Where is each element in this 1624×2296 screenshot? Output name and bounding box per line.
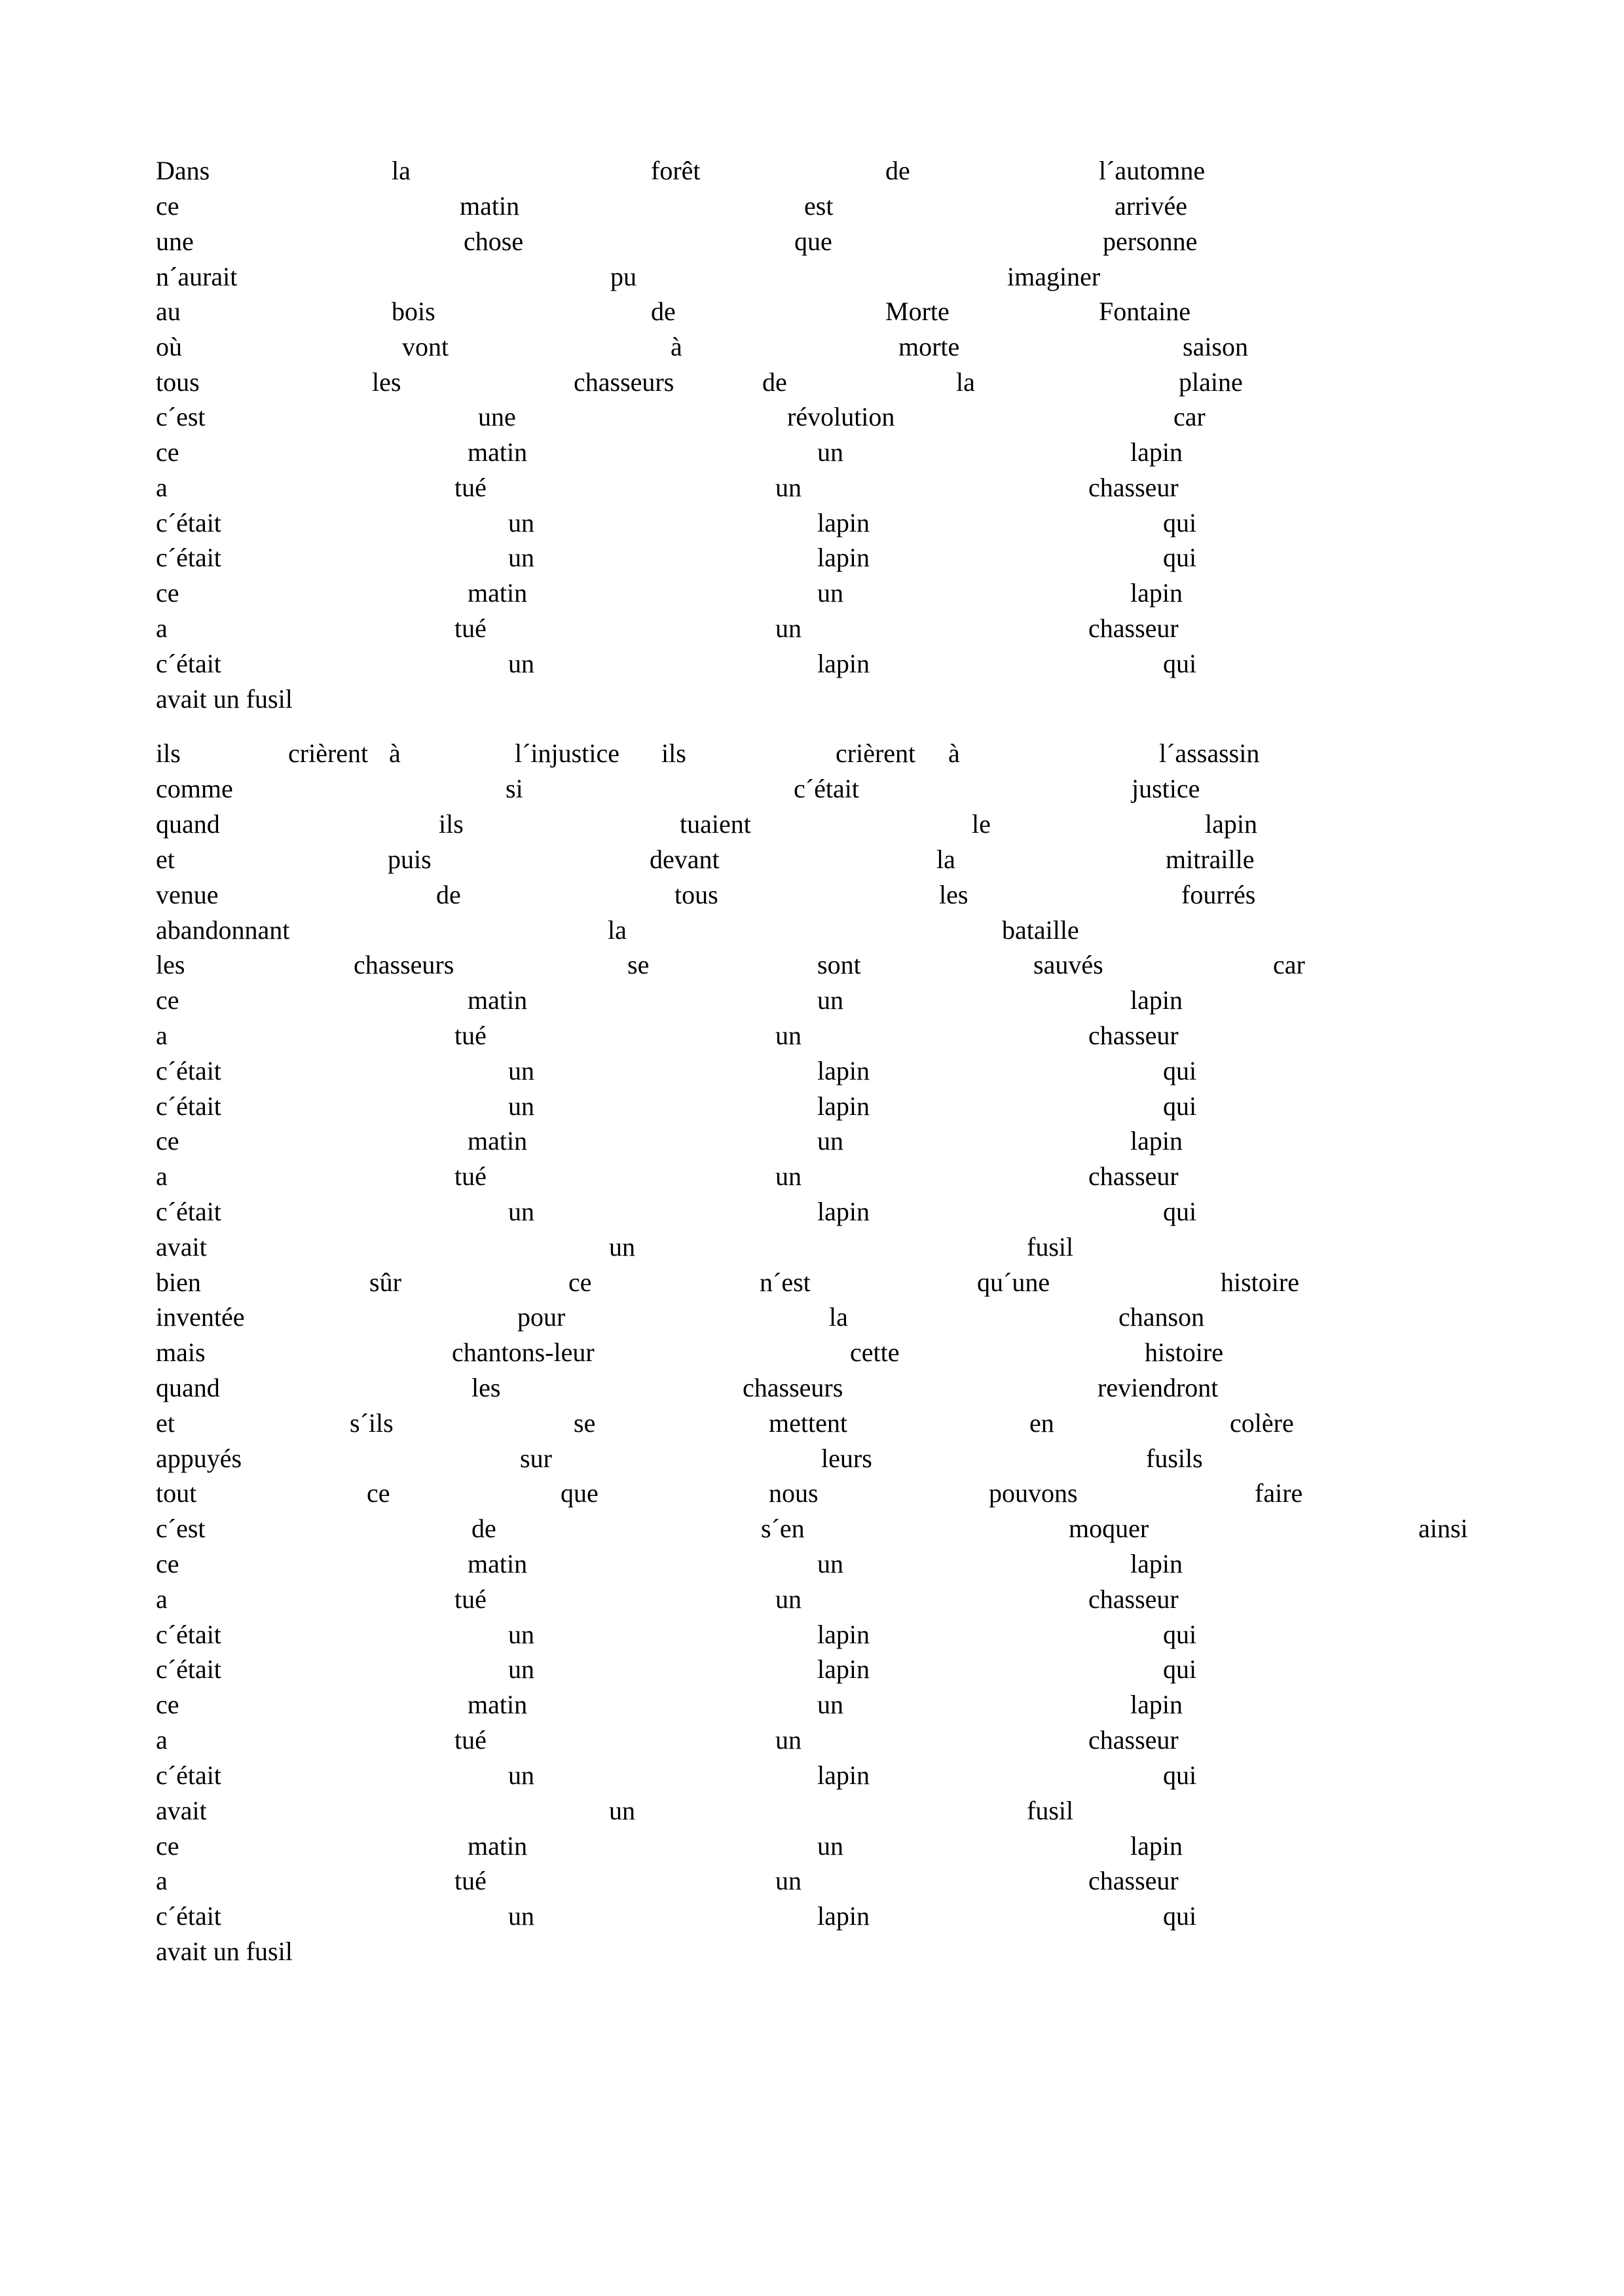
lyric-word: les [939, 880, 969, 909]
lyric-word: c´était [156, 649, 221, 678]
lyric-word: est [804, 191, 834, 221]
lyric-word: que [561, 1478, 599, 1508]
lyric-word: Dans [156, 156, 210, 185]
lyric-word: chasseur [1088, 473, 1179, 502]
lyric-word: c´était [156, 1654, 221, 1684]
lyric-word: en [1029, 1408, 1054, 1438]
lyric-word: inventée [156, 1302, 245, 1332]
lyric-word: tué [454, 1021, 487, 1050]
lyric-word: fusil [1027, 1232, 1074, 1262]
lyric-word: faire [1255, 1478, 1303, 1508]
lyric-word: un [775, 473, 802, 502]
lyric-word: la [392, 156, 411, 185]
lyric-word: reviendront [1098, 1373, 1219, 1402]
lyric-word: c´était [156, 1901, 221, 1931]
lyric-word: qui [1163, 1056, 1197, 1085]
lyric-word: lapin [1130, 1831, 1183, 1861]
lyric-word: Fontaine [1099, 297, 1190, 326]
lyric-word: de [471, 1514, 496, 1543]
lyric-word: vont [402, 332, 449, 361]
lyric-word: a [156, 1584, 168, 1614]
lyric-word: cette [850, 1338, 900, 1367]
lyric-word: un [508, 649, 534, 678]
lyric-word: chose [464, 227, 524, 256]
lyric-word: tous [674, 880, 718, 909]
lyric-word: les [372, 367, 401, 397]
lyric-word: c´était [156, 1056, 221, 1085]
lyric-word: tué [454, 1584, 487, 1614]
lyric-word: bataille [1002, 915, 1079, 945]
lyric-word: appuyés [156, 1444, 242, 1473]
lyric-word: l´injustice [515, 738, 619, 768]
lyric-word: n´aurait [156, 262, 238, 291]
lyric-word: matin [468, 1126, 528, 1156]
lyric-word: une [156, 227, 194, 256]
lyric-word: puis [388, 845, 432, 874]
lyric-word: ce [156, 985, 179, 1015]
lyric-word: un [775, 1584, 802, 1614]
lyric-word: lapin [817, 1091, 870, 1121]
lyric-word: la [936, 845, 955, 874]
lyric-word: tous [156, 367, 200, 397]
lyric-word: à [389, 738, 401, 768]
lyric-word: sur [520, 1444, 552, 1473]
lyric-word: avait un fusil [156, 1937, 293, 1966]
lyric-word: c´était [794, 774, 859, 803]
lyric-word: matin [468, 1549, 528, 1578]
lyric-word: matin [468, 1831, 528, 1861]
lyric-word: tout [156, 1478, 197, 1508]
lyric-word: ainsi [1418, 1514, 1468, 1543]
lyric-word: comme [156, 774, 233, 803]
lyric-word: un [775, 1866, 802, 1895]
lyric-word: un [817, 985, 843, 1015]
lyric-word: à [671, 332, 682, 361]
lyric-word: tué [454, 1161, 487, 1191]
lyric-word: lapin [1130, 437, 1183, 467]
lyric-word: plaine [1179, 367, 1243, 397]
lyric-word: l´automne [1099, 156, 1206, 185]
lyric-word: qui [1163, 1760, 1197, 1790]
lyric-word: lapin [1130, 1126, 1183, 1156]
lyric-word: la [608, 915, 627, 945]
lyric-word: chasseur [1088, 1021, 1179, 1050]
lyric-word: chasseur [1088, 1866, 1179, 1895]
lyric-word: matin [468, 578, 528, 608]
lyric-word: se [627, 950, 650, 979]
lyric-word: un [775, 613, 802, 643]
lyric-word: matin [468, 437, 528, 467]
lyric-word: la [956, 367, 975, 397]
lyric-word: un [817, 1690, 843, 1719]
lyric-word: a [156, 1161, 168, 1191]
lyric-word: tuaient [680, 809, 751, 839]
lyric-word: chantons-leur [452, 1338, 595, 1367]
lyric-word: ce [156, 191, 179, 221]
lyric-word: un [775, 1021, 802, 1050]
lyric-word: tué [454, 613, 487, 643]
lyric-word: qui [1163, 1620, 1197, 1649]
lyric-word: révolution [787, 402, 895, 431]
lyric-word: un [609, 1232, 635, 1262]
lyric-word: ils [439, 809, 464, 839]
lyric-word: qui [1163, 1654, 1197, 1684]
lyric-word: tué [454, 473, 487, 502]
lyric-word: un [508, 1197, 534, 1226]
lyric-word: mitraille [1166, 845, 1255, 874]
lyric-word: pour [517, 1302, 566, 1332]
lyric-word: ils [156, 738, 181, 768]
lyric-word: un [817, 578, 843, 608]
lyric-word: quand [156, 809, 220, 839]
lyric-word: un [508, 1056, 534, 1085]
lyric-word: bois [392, 297, 435, 326]
lyric-word: mais [156, 1338, 206, 1367]
lyric-word: chanson [1118, 1302, 1205, 1332]
lyric-word: tué [454, 1725, 487, 1755]
lyric-word: lapin [817, 1056, 870, 1085]
lyric-word: morte [898, 332, 960, 361]
lyric-word: histoire [1221, 1267, 1299, 1297]
lyric-word: de [436, 880, 461, 909]
lyric-word: c´était [156, 543, 221, 572]
lyric-word: un [508, 508, 534, 538]
lyric-word: de [885, 156, 910, 185]
lyric-word: leurs [821, 1444, 872, 1473]
lyric-word: qui [1163, 508, 1197, 538]
lyric-word: a [156, 613, 168, 643]
lyric-word: histoire [1145, 1338, 1223, 1367]
lyric-word: lapin [817, 1654, 870, 1684]
lyric-word: saison [1183, 332, 1248, 361]
lyric-word: lapin [817, 1901, 870, 1931]
lyric-word: un [508, 543, 534, 572]
lyric-word: ce [156, 1690, 179, 1719]
lyric-word: c´est [156, 402, 206, 431]
lyric-word: un [775, 1161, 802, 1191]
lyric-word: lapin [817, 1760, 870, 1790]
lyric-word: un [775, 1725, 802, 1755]
lyric-word: avait [156, 1232, 207, 1262]
lyric-word: sont [817, 950, 861, 979]
lyric-word: un [817, 1126, 843, 1156]
lyric-word: le [972, 809, 991, 839]
lyric-word: chasseurs [743, 1373, 843, 1402]
lyric-word: s´en [761, 1514, 805, 1543]
lyric-word: lapin [1130, 985, 1183, 1015]
lyric-word: ce [156, 437, 179, 467]
lyric-word: c´était [156, 1091, 221, 1121]
lyric-word: si [506, 774, 523, 803]
lyric-word: les [471, 1373, 501, 1402]
lyric-word: avait un fusil [156, 684, 293, 714]
lyric-word: devant [650, 845, 720, 874]
lyric-word: fourrés [1181, 880, 1256, 909]
lyric-word: justice [1132, 774, 1200, 803]
lyric-word: lapin [1130, 1690, 1183, 1719]
lyric-word: un [508, 1620, 534, 1649]
lyric-word: lapin [817, 508, 870, 538]
lyric-word: c´est [156, 1514, 206, 1543]
lyric-word: car [1173, 402, 1206, 431]
lyric-word: un [817, 437, 843, 467]
lyric-word: arrivée [1115, 191, 1188, 221]
lyric-word: ils [661, 738, 686, 768]
lyric-word: nous [769, 1478, 819, 1508]
lyric-word: Morte [885, 297, 950, 326]
lyric-word: personne [1103, 227, 1198, 256]
lyric-word: un [817, 1831, 843, 1861]
lyric-word: s´ils [350, 1408, 394, 1438]
lyric-word: a [156, 473, 168, 502]
lyric-word: c´était [156, 1760, 221, 1790]
lyric-word: quand [156, 1373, 220, 1402]
lyric-word: que [794, 227, 832, 256]
lyric-word: lapin [817, 1197, 870, 1226]
lyric-word: chasseurs [354, 950, 454, 979]
lyric-word: un [508, 1901, 534, 1931]
lyric-word: à [948, 738, 960, 768]
lyric-word: pu [610, 262, 637, 291]
lyric-word: la [829, 1302, 848, 1332]
lyric-word: lapin [817, 649, 870, 678]
lyric-word: crièrent [288, 738, 369, 768]
lyric-word: au [156, 297, 181, 326]
lyric-word: un [508, 1760, 534, 1790]
lyric-word: l´assassin [1159, 738, 1260, 768]
lyric-word: chasseur [1088, 613, 1179, 643]
lyric-word: matin [460, 191, 520, 221]
lyric-word: car [1273, 950, 1305, 979]
lyric-word: où [156, 332, 182, 361]
lyric-word: les [156, 950, 185, 979]
lyric-word: bien [156, 1267, 201, 1297]
lyric-word: de [762, 367, 787, 397]
lyric-word: forêt [651, 156, 701, 185]
lyric-word: matin [468, 985, 528, 1015]
lyric-word: lapin [1130, 578, 1183, 608]
lyric-word: un [508, 1091, 534, 1121]
lyric-word: qu´une [977, 1267, 1050, 1297]
lyric-word: colère [1230, 1408, 1294, 1438]
lyric-word: une [478, 402, 516, 431]
lyric-word: sûr [369, 1267, 401, 1297]
lyric-word: c´était [156, 1620, 221, 1649]
lyric-word: c´était [156, 1197, 221, 1226]
lyric-word: qui [1163, 1091, 1197, 1121]
lyric-word: un [508, 1654, 534, 1684]
lyric-word: ce [568, 1267, 592, 1297]
lyric-word: fusil [1027, 1796, 1074, 1825]
lyric-word: un [609, 1796, 635, 1825]
lyric-word: de [651, 297, 676, 326]
lyric-word: a [156, 1021, 168, 1050]
lyric-word: un [817, 1549, 843, 1578]
lyric-word: et [156, 845, 175, 874]
lyric-word: a [156, 1725, 168, 1755]
lyric-word: et [156, 1408, 175, 1438]
lyric-word: crièrent [836, 738, 916, 768]
lyric-word: venue [156, 880, 219, 909]
lyric-word: qui [1163, 1901, 1197, 1931]
lyric-word: matin [468, 1690, 528, 1719]
lyric-word: ce [367, 1478, 390, 1508]
lyric-word: qui [1163, 649, 1197, 678]
lyric-word: c´était [156, 508, 221, 538]
lyric-word: ce [156, 1126, 179, 1156]
lyric-word: sauvés [1033, 950, 1103, 979]
lyric-word: qui [1163, 1197, 1197, 1226]
lyric-word: imaginer [1007, 262, 1101, 291]
lyric-word: tué [454, 1866, 487, 1895]
lyric-word: chasseur [1088, 1725, 1179, 1755]
lyric-word: moquer [1069, 1514, 1149, 1543]
lyric-word: mettent [769, 1408, 847, 1438]
lyric-word: ce [156, 1831, 179, 1861]
lyric-word: lapin [817, 1620, 870, 1649]
lyric-word: lapin [1205, 809, 1257, 839]
lyric-word: a [156, 1866, 168, 1895]
lyric-word: chasseur [1088, 1584, 1179, 1614]
lyric-word: qui [1163, 543, 1197, 572]
lyric-word: ce [156, 578, 179, 608]
lyric-word: abandonnant [156, 915, 290, 945]
lyric-word: lapin [1130, 1549, 1183, 1578]
lyric-word: chasseurs [574, 367, 674, 397]
lyric-word: se [574, 1408, 596, 1438]
lyric-word: chasseur [1088, 1161, 1179, 1191]
lyric-word: n´est [760, 1267, 811, 1297]
lyric-word: fusils [1146, 1444, 1203, 1473]
lyric-word: lapin [817, 543, 870, 572]
lyric-word: ce [156, 1549, 179, 1578]
lyric-word: avait [156, 1796, 207, 1825]
lyric-word: pouvons [989, 1478, 1078, 1508]
